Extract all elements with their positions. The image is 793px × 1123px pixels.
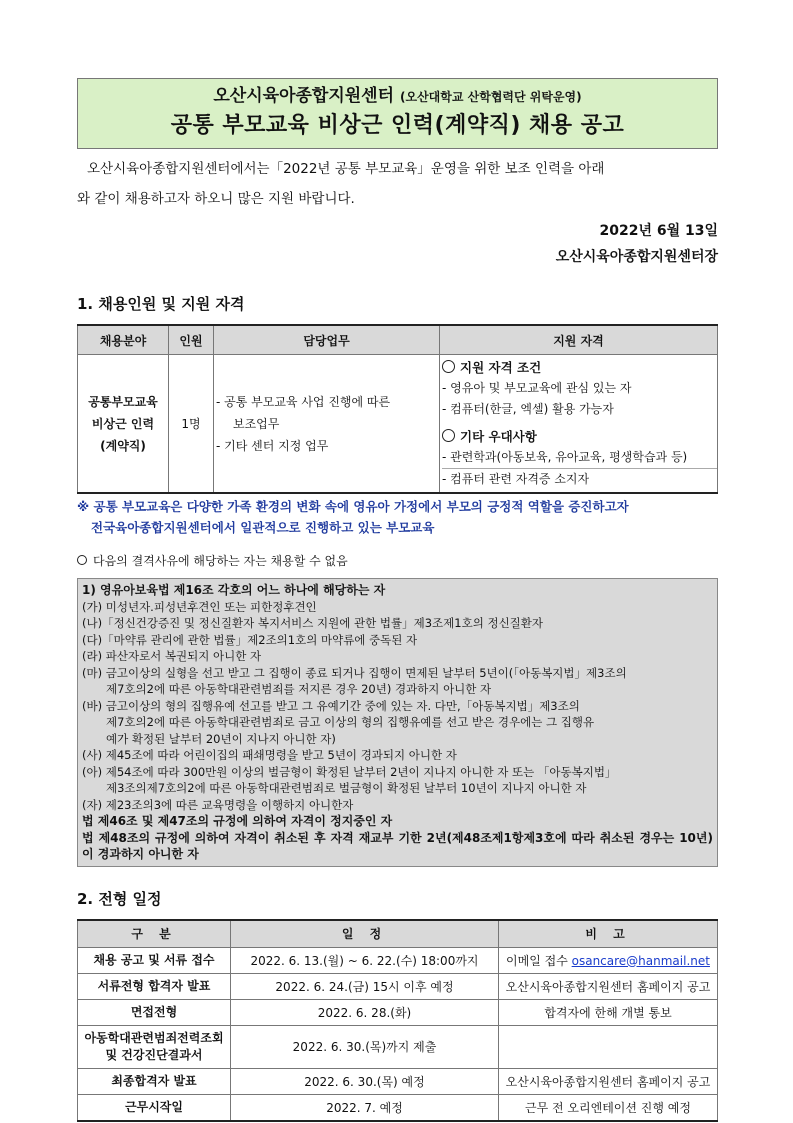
disq-item: (가) 미성년자.피성년후견인 또는 피한정후견인 (82, 599, 317, 614)
notice-title: 공통 부모교육 비상근 인력(계약직) 채용 공고 (170, 113, 625, 138)
intro-line-2: 와 같이 채용하고자 하오니 많은 지원 바랍니다. (77, 191, 355, 207)
qualification-cell (440, 355, 718, 494)
qualification-title-text: 지원 자격 조건 (460, 360, 542, 375)
disqualification-heading (77, 552, 718, 570)
preference-line: - 관련학과(아동보육, 유아교육, 평생학습과 등) (442, 450, 688, 464)
org-line (78, 85, 717, 108)
schedule-remark: 오산시육아종합지원센터 홈페이지 공고 (499, 973, 718, 999)
notice-page (77, 78, 718, 1122)
schedule-table (77, 919, 718, 1122)
header-category: 구 분 (78, 920, 231, 948)
disqualification-box (77, 578, 718, 867)
disqualification-heading-text: 다음의 결격사유에 해당하는 자는 채용할 수 없음 (93, 554, 348, 568)
recruitment-row (78, 355, 718, 494)
schedule-category: 최종합격자 발표 (78, 1068, 231, 1094)
duty-cell (214, 355, 440, 494)
schedule-remark (499, 947, 718, 973)
schedule-category: 면접전형 (78, 999, 231, 1025)
schedule-remark: 합격자에 한해 개별 통보 (499, 999, 718, 1025)
schedule-date: 2022. 7. 예정 (231, 1094, 499, 1121)
title-box (77, 78, 718, 149)
schedule-row (78, 999, 718, 1025)
schedule-row (78, 1068, 718, 1094)
circle-bullet-icon (77, 555, 87, 565)
recruitment-table-header (78, 325, 718, 355)
header-count: 인원 (169, 325, 214, 355)
field-line: (계약직) (100, 438, 146, 453)
schedule-category: 서류전형 합격자 발표 (78, 973, 231, 999)
disq-law-46: 법 제46조 및 제47조의 규정에 의하여 자격이 정지중인 자 (82, 814, 393, 828)
circle-icon (442, 429, 455, 442)
schedule-table-header (78, 920, 718, 948)
schedule-category: 근무시작일 (78, 1094, 231, 1121)
schedule-remark (499, 1025, 718, 1068)
disq-item-title: 1) 영유아보육법 제16조 각호의 어느 하나에 해당하는 자 (82, 583, 386, 597)
qualification-title (442, 357, 717, 378)
notice-date: 2022년 6월 13일 (599, 223, 718, 239)
section-1-heading: 1. 채용인원 및 지원 자격 (77, 295, 245, 313)
intro-line-1: 오산시육아종합지원센터에서는「2022년 공통 부모교육」운영을 위한 보조 인력을 아래 (87, 161, 605, 177)
remark-text: 이메일 접수 (506, 953, 568, 968)
intro-paragraph (77, 154, 718, 214)
notice-signer: 오산시육아종합지원센터장 (555, 249, 718, 265)
schedule-date: 2022. 6. 28.(화) (231, 999, 499, 1025)
recruitment-table (77, 324, 718, 494)
header-schedule: 일 정 (231, 920, 499, 948)
schedule-row (78, 1094, 718, 1121)
schedule-date: 2022. 6. 30.(목)까지 제출 (231, 1025, 499, 1068)
disq-item: (아) 제54조에 따라 300만원 이상의 벌금형이 확정된 날부터 2년이 지나지 아니한 자 또는 「아동복지법」 (82, 764, 617, 779)
qualification-line: - 컴퓨터(한글, 엑셀) 활용 가능자 (442, 402, 614, 416)
parent-education-note (77, 496, 718, 538)
preference-title-text: 기타 우대사항 (460, 429, 537, 444)
field-cell (78, 355, 169, 494)
disq-item: (자) 제23조의3에 따른 교육명령을 이행하지 아니한자 (82, 797, 354, 812)
preference-line: - 컴퓨터 관련 자격증 소지자 (442, 468, 717, 490)
email-link[interactable]: osancare@hanmail.net (571, 953, 710, 968)
schedule-category: 아동학대관련범죄전력조회 및 건강진단결과서 (78, 1025, 231, 1068)
disq-item-cont: 제3조의제7호의2에 따른 아동학대관련범죄로 벌금형이 확정된 날부터 10년이 지나지 아니한 자 (106, 781, 587, 795)
circle-icon (442, 360, 455, 373)
disq-item: (나)「정신건강증진 및 정신질환자 복지서비스 지원에 관한 법률」제3조제1호의 정신질환자 (82, 616, 544, 630)
schedule-category: 채용 공고 및 서류 접수 (78, 947, 231, 973)
disq-item: (마) 금고이상의 실형을 선고 받고 그 집행이 종료 되거나 집행이 면제된 날부터 5년이(「아동복지법」제3조의 (82, 665, 627, 680)
preference-title (442, 426, 717, 447)
schedule-row (78, 947, 718, 973)
schedule-date: 2022. 6. 13.(월) ~ 6. 22.(수) 18:00까지 (231, 947, 499, 973)
note-line-2: 전국육아종합지원센터에서 일관적으로 진행하고 있는 부모교육 (91, 520, 435, 535)
disq-item: (바) 금고이상의 형의 집행유예 선고를 받고 그 유예기간 중에 있는 자. 다만,「아동복지법」제3조의 (82, 698, 580, 713)
schedule-row (78, 973, 718, 999)
disq-item: (사) 제45조에 따라 어린이집의 패쇄명령을 받고 5년이 경과되지 아니한 자 (82, 748, 457, 762)
header-field: 채용분야 (78, 325, 169, 355)
disq-item: (다)「마약류 관리에 관한 법률」제2조의1호의 마약류에 중독된 자 (82, 632, 418, 647)
schedule-remark: 오산시육아종합지원센터 홈페이지 공고 (499, 1068, 718, 1094)
section-2-heading: 2. 전형 일정 (77, 889, 162, 908)
disq-item-cont: 예가 확정된 날부터 20년이 지나지 아니한 자) (106, 731, 336, 746)
disq-item-cont: 제7호의2에 따른 아동학대관련범죄를 저지른 경우 20년) 경과하지 아니한 자 (106, 682, 492, 696)
count-cell: 1명 (169, 355, 214, 494)
schedule-date: 2022. 6. 30.(목) 예정 (231, 1068, 499, 1094)
field-line: 공통부모교육 (88, 394, 158, 409)
header-remarks: 비 고 (499, 920, 718, 948)
duty-line: - 기타 센터 지정 업무 (216, 438, 329, 453)
org-subtitle: (오산대학교 산학협력단 위탁운영) (400, 90, 582, 104)
qualification-line: - 영유아 및 부모교육에 관심 있는 자 (442, 381, 632, 395)
schedule-row (78, 1025, 718, 1068)
duty-line: 보조업무 (233, 416, 280, 431)
schedule-remark: 근무 전 오리엔테이션 진행 예정 (499, 1094, 718, 1121)
org-name: 오산시육아종합지원센터 (213, 86, 395, 106)
header-duty: 담당업무 (214, 325, 440, 355)
duty-line: - 공통 부모교육 사업 진행에 따른 (216, 394, 391, 409)
field-line: 비상근 인력 (91, 416, 155, 431)
disq-item: (라) 파산자로서 복권되지 아니한 자 (82, 649, 262, 663)
header-qualification: 지원 자격 (440, 325, 718, 355)
note-line-1: ※ 공통 부모교육은 다양한 가족 환경의 변화 속에 영유아 가정에서 부모의 긍정적 역할을 증진하고자 (77, 499, 629, 514)
disq-item-cont: 제7호의2에 따른 아동학대관련범죄로 금고 이상의 형의 집행유예를 선고 받은 경우에는 그 집행유 (106, 715, 595, 729)
disq-law-48: 법 제48조의 규정에 의하여 자격이 취소된 후 자격 재교부 기한 2년(제48조제1항제3호에 따라 취소된 경우는 10년)이 경과하지 아니한 자 (82, 830, 713, 861)
schedule-date: 2022. 6. 24.(금) 15시 이후 예정 (231, 973, 499, 999)
